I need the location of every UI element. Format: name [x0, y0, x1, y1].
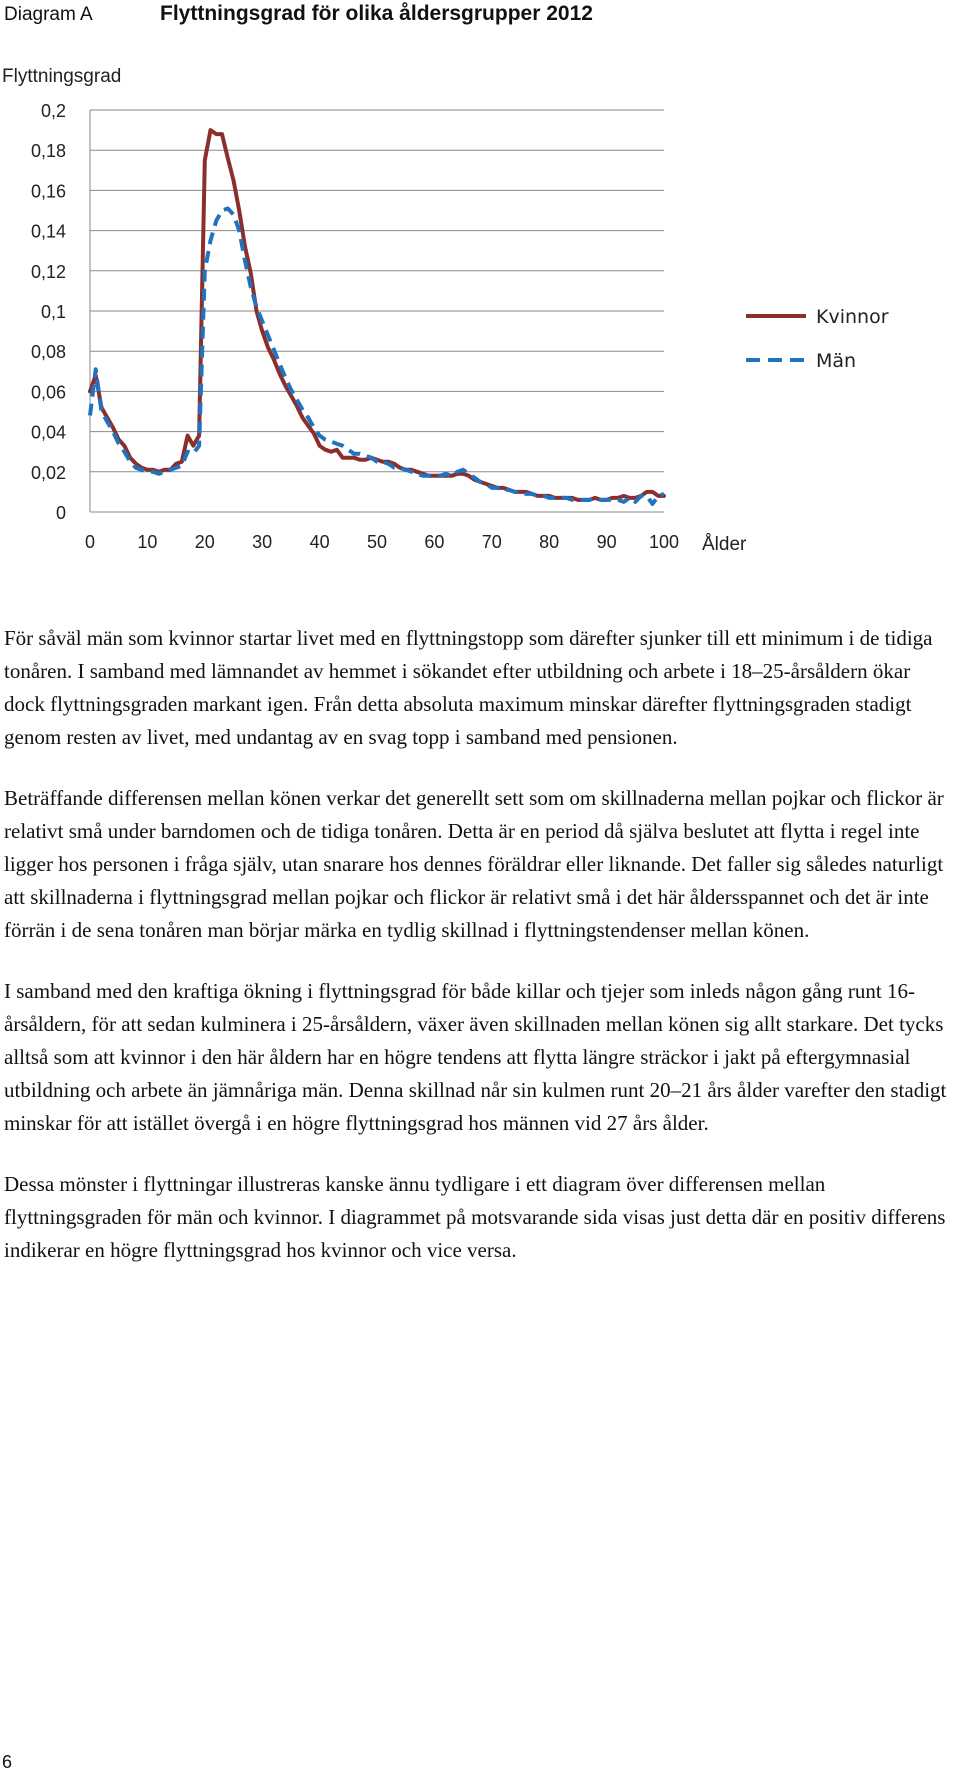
y-tick-label: 0,2 — [40, 101, 66, 121]
y-tick-label: 0,12 — [30, 261, 66, 282]
paragraph: I samband med den kraftiga ökning i flyttningsgrad för både killar och tjejer som inleds någon gång runt 16-årsåldern, för att sedan kulminera i 25-årsåldern, växer även skillnaden mellan könen sig allt starkare. Det tycks alltså som att kvinnor i den här åldern har en högre tendens att flytta längre sträckor i jakt på eftergymnasial utbildning och arbete än jämnåriga män. Denna skillnad når sin kulmen runt 20–21 års ålder varefter den stadigt minskar för att istället övergå i en högre flyttningsgrad hos männen vid 27 års ålder. — [4, 979, 947, 1135]
chart-svg — [0, 0, 960, 570]
x-tick-label: 70 — [481, 532, 502, 552]
x-tick-label: 100 — [648, 532, 680, 552]
diagram-label: Diagram A — [4, 4, 93, 25]
x-tick-label: 20 — [194, 532, 215, 552]
x-tick-label: 40 — [309, 532, 330, 552]
series-line-man — [90, 209, 664, 505]
paragraph: Beträffande differensen mellan könen verkar det generellt sett som om skillnaderna mellan pojkar och flickor är relativt små under barndomen och de tidiga tonåren. Detta är en period då själva beslutet att flytta i regel inte ligger hos personen i fråga själv, utan snarare hos dennes föräldrar eller liknande. Det faller sig således naturligt att skillnaderna i flyttningsgrad mellan pojkar och flickor är relativt små i det här åldersspannet och det är inte förrän i de sena tonåren man börjar märka en tydlig skillnad i flyttningstendenser mellan könen. — [4, 786, 944, 942]
chart — [0, 0, 960, 570]
chart-title: Flyttningsgrad för olika åldersgrupper 2012 — [160, 2, 593, 25]
y-tick-label: 0,18 — [30, 141, 66, 162]
paragraph: Dessa mönster i flyttningar illustreras kanske ännu tydligare i ett diagram över differensen mellan flyttningsgraden för män och kvinnor. I diagrammet på motsvarande sida visas just detta där en positiv differens indikerar en högre flyttningsgrad hos kvinnor och vice versa. — [4, 1172, 946, 1262]
y-axis-title: Flyttningsgrad — [2, 66, 122, 87]
y-tick-label: 0 — [55, 503, 66, 523]
x-tick-label: 90 — [596, 532, 617, 552]
series-line-kvinnor — [90, 130, 664, 500]
x-tick-label: 0 — [84, 532, 96, 552]
x-tick-label: 50 — [366, 532, 388, 552]
y-tick-label: 0,16 — [30, 181, 66, 202]
legend-label: Kvinnor — [816, 306, 889, 328]
x-tick-label: 60 — [424, 532, 445, 552]
x-axis-title: Ålder — [702, 534, 747, 555]
y-tick-label: 0,08 — [30, 342, 66, 363]
x-tick-label: 30 — [252, 532, 273, 552]
body-text — [4, 622, 952, 1295]
y-tick-label: 0,06 — [30, 382, 66, 403]
x-tick-label: 10 — [137, 532, 158, 552]
paragraph: För såväl män som kvinnor startar livet med en flyttningstopp som därefter sjunker till ett minimum i de tidiga tonåren. I samband med lämnandet av hemmet i sökandet efter utbildning och arbete i 18–25-årsåldern ökar dock flyttningsgraden markant igen. Från detta absoluta maximum minskar därefter flyttningsgraden stadigt genom resten av livet, med undantag av en svag topp i samband med pensionen. — [4, 626, 933, 749]
legend-label: Män — [816, 350, 857, 372]
y-tick-label: 0,04 — [30, 422, 66, 443]
x-tick-label: 80 — [539, 532, 560, 552]
page-number: 6 — [2, 1752, 13, 1772]
y-tick-label: 0,1 — [40, 302, 66, 322]
y-tick-label: 0,02 — [30, 462, 66, 483]
y-tick-label: 0,14 — [30, 221, 66, 242]
